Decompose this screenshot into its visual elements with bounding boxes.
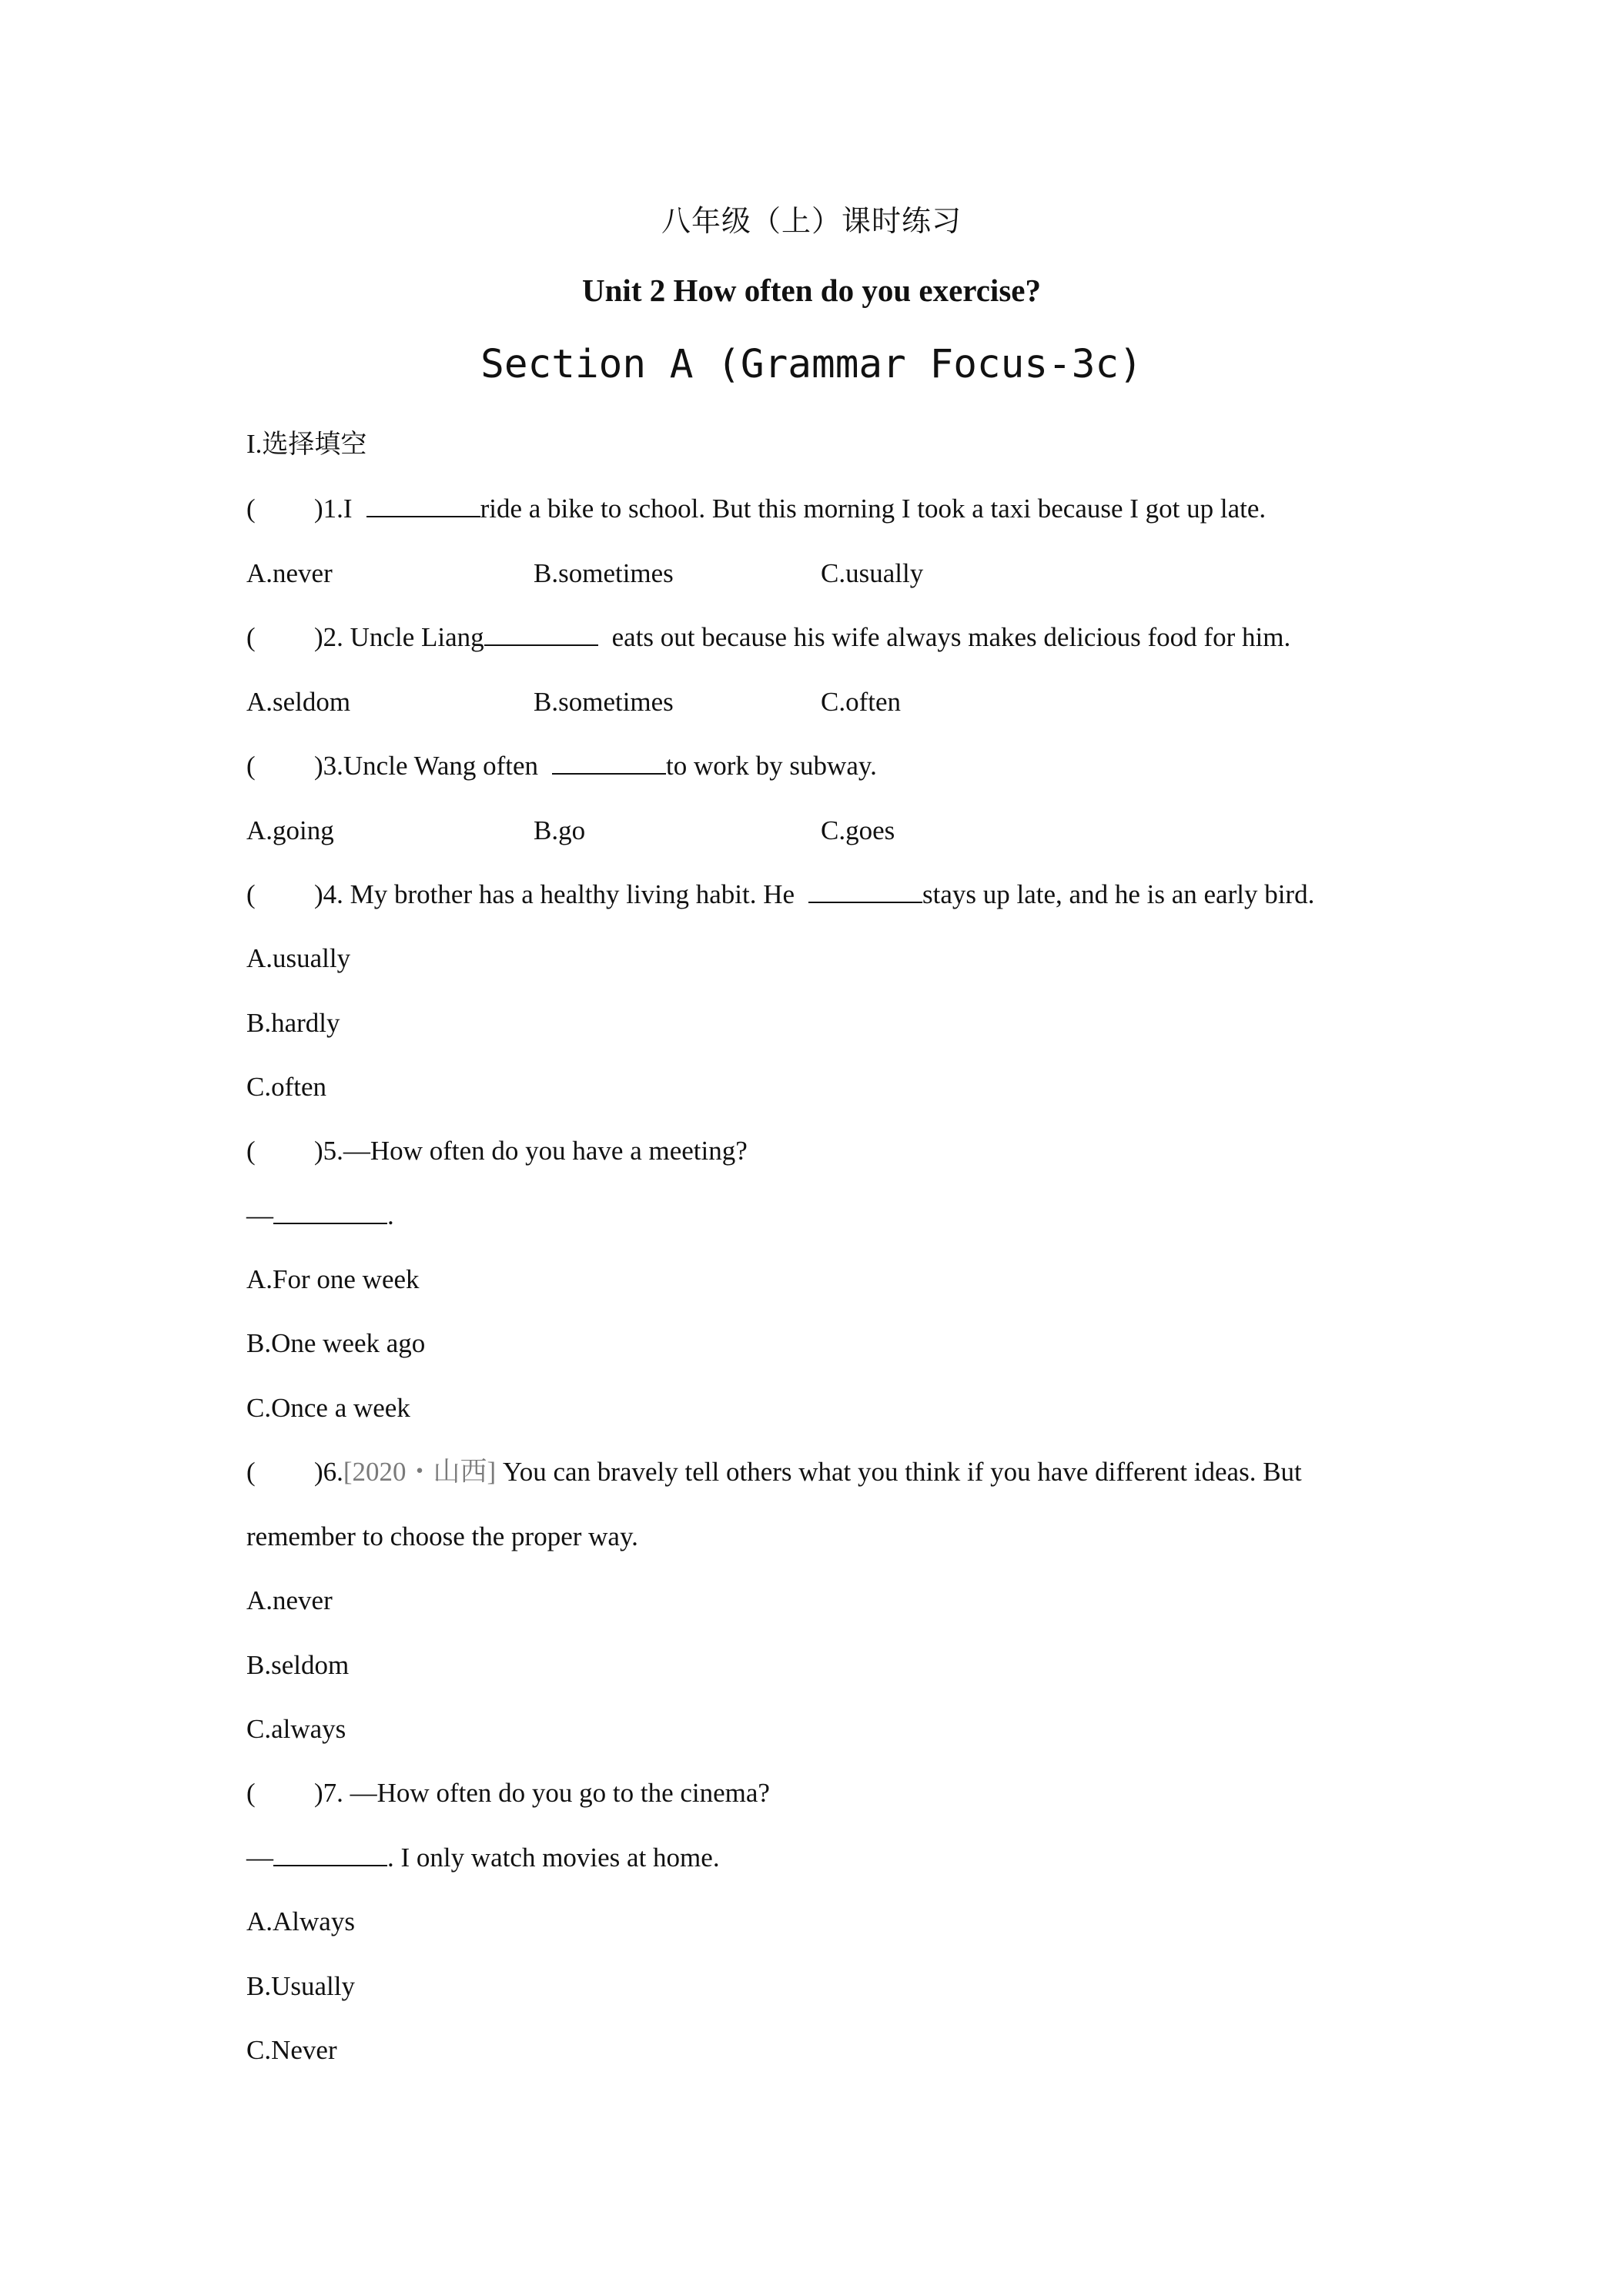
option-c: C.goes [821, 815, 895, 845]
answer-blank [366, 493, 480, 517]
answer-paren: ( [246, 879, 256, 909]
option-b: B.go [534, 815, 586, 845]
question-7-option-b: B.Usually [246, 1971, 355, 2001]
question-4 [246, 875, 1314, 914]
question-4-stem: )4. My brother has a healthy living habit. He [314, 879, 795, 909]
question-3-options [246, 812, 895, 850]
question-1-stem: )1.I [314, 494, 353, 524]
question-2-options [246, 683, 901, 721]
question-6-number: )6. [314, 1457, 343, 1487]
answer-paren: ( [246, 1778, 256, 1808]
question-4-option-b: B.hardly [246, 1008, 340, 1038]
question-3 [246, 747, 877, 785]
question-5-stem: )5.—How often do you have a meeting? [314, 1136, 748, 1166]
option-a: A.going [246, 815, 334, 845]
answer-paren: ( [246, 1457, 256, 1487]
unit-title: Unit 2 How often do you exercise? [582, 273, 1041, 308]
question-2-rest: eats out because his wife always makes delicious food for him. [611, 622, 1291, 652]
question-4-option-c: C.often [246, 1072, 327, 1102]
option-c: C.often [821, 687, 902, 717]
question-1-options [246, 554, 923, 593]
question-1-rest: ride a bike to school. But this morning I took a taxi because I got up late. [480, 494, 1267, 524]
question-6 [246, 1453, 1302, 1491]
option-c: C.usually [821, 558, 924, 588]
question-2-stem: )2. Uncle Liang [314, 622, 484, 652]
question-6-option-b: B.seldom [246, 1650, 350, 1680]
answer-paren: ( [246, 1136, 256, 1166]
dash: — [246, 1200, 273, 1230]
period: . [387, 1200, 394, 1230]
question-7-answer-line [246, 1839, 720, 1877]
section-title: Section A (Grammar Focus-3c) [480, 342, 1143, 387]
dash: — [246, 1842, 273, 1873]
answer-blank [808, 879, 922, 903]
answer-blank [552, 750, 666, 775]
question-5-answer-line [246, 1197, 394, 1235]
question-6-option-a: A.never [246, 1585, 333, 1615]
question-3-stem: )3.Uncle Wang often [314, 751, 539, 781]
answer-blank [273, 1842, 387, 1866]
option-a: A.seldom [246, 687, 351, 717]
question-1 [246, 490, 1266, 528]
question-5-option-a: A.For one week [246, 1264, 420, 1294]
option-a: A.never [246, 558, 333, 588]
question-5-option-c: C.Once a week [246, 1393, 410, 1423]
question-6-stem: You can bravely tell others what you think if you have different ideas. But [496, 1457, 1302, 1487]
answer-paren: ( [246, 622, 256, 652]
answer-blank [484, 621, 598, 646]
option-b: B.sometimes [534, 558, 674, 588]
answer-paren: ( [246, 751, 256, 781]
question-5 [246, 1132, 748, 1170]
part-heading [246, 425, 366, 464]
part-heading-cn: 选择填空 [262, 429, 367, 460]
question-4-option-a: A.usually [246, 943, 351, 973]
question-7-stem: )7. —How often do you go to the cinema? [314, 1778, 770, 1808]
question-6-option-c: C.always [246, 1714, 346, 1744]
question-7 [246, 1774, 770, 1812]
grade-title: 八年级（上）课时练习 [661, 204, 962, 238]
question-2 [246, 618, 1290, 657]
answer-paren: ( [246, 494, 256, 524]
option-b: B.sometimes [534, 687, 674, 717]
question-4-rest: stays up late, and he is an early bird. [922, 879, 1315, 909]
question-6-line-2: remember to choose the proper way. [246, 1521, 638, 1551]
question-6-source: [2020・山西] [343, 1457, 497, 1487]
question-7-option-a: A.Always [246, 1906, 355, 1936]
question-3-rest: to work by subway. [666, 751, 877, 781]
answer-blank [273, 1200, 387, 1224]
part-roman: I. [246, 429, 263, 459]
question-5-option-b: B.One week ago [246, 1328, 426, 1358]
question-7-rest: . I only watch movies at home. [387, 1842, 720, 1873]
question-7-option-c: C.Never [246, 2035, 337, 2065]
